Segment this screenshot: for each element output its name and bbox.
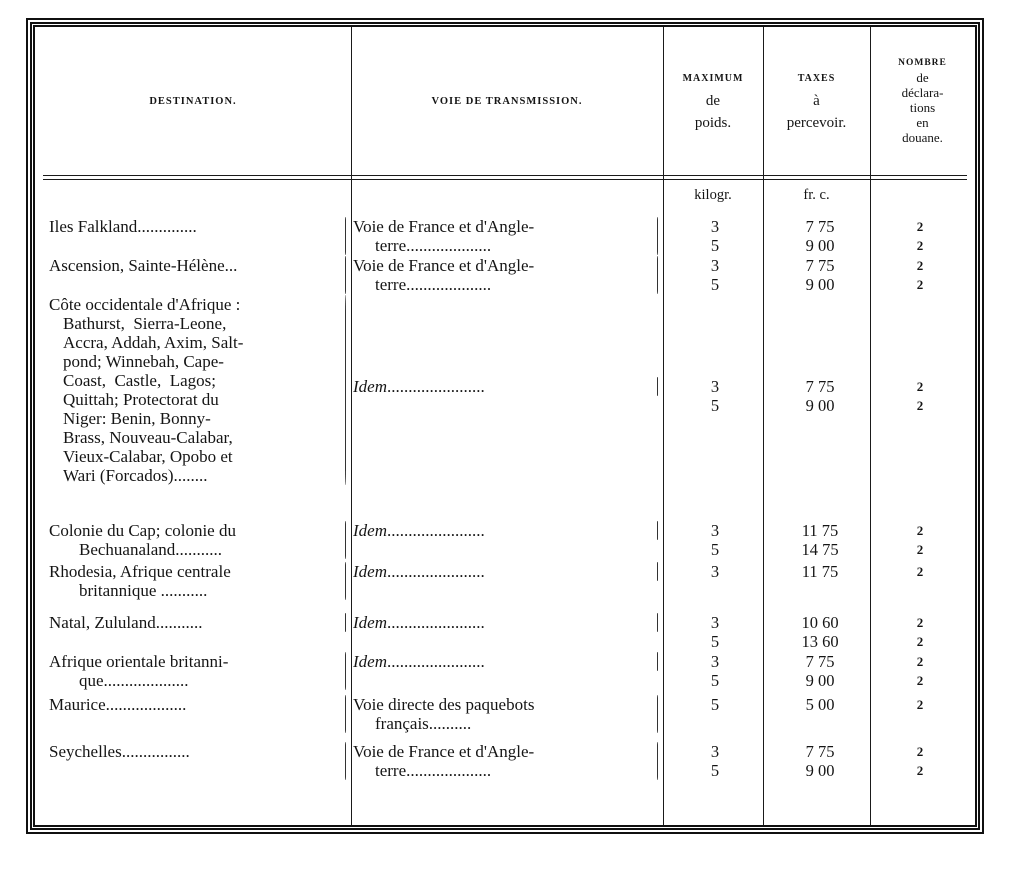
nombre-value: 2 <box>916 523 924 538</box>
poids-value: 3 <box>710 742 720 761</box>
header-rule <box>43 175 967 176</box>
taxes-value: 11 75 <box>801 521 839 540</box>
nombre-value: 2 <box>916 219 924 234</box>
brace-mark <box>345 652 346 690</box>
taxes-value: 9 00 <box>805 761 835 780</box>
destination-line: Brass, Nouveau-Calabar, <box>63 428 233 447</box>
voie-cell <box>353 742 653 780</box>
nombre-cell <box>895 217 945 255</box>
brace-mark <box>657 256 658 294</box>
nombre-cell <box>895 377 945 415</box>
destination-cell <box>49 742 349 761</box>
units-taxes: fr. c. <box>803 187 830 203</box>
brace-mark <box>345 217 346 255</box>
destination-line: que.................... <box>79 671 189 690</box>
taxes-value: 7 75 <box>805 652 835 671</box>
nombre-value: 2 <box>916 615 924 630</box>
destination-line: Wari (Forcados)........ <box>63 466 208 485</box>
poids-value: 5 <box>710 236 720 255</box>
nombre-value: 2 <box>916 697 924 712</box>
voie-line: Idem....................... <box>353 377 485 396</box>
brace-mark <box>657 695 658 733</box>
taxes-value: 7 75 <box>805 742 835 761</box>
taxes-value: 7 75 <box>805 377 835 396</box>
destination-cell <box>49 652 349 690</box>
destination-line: Accra, Addah, Axim, Salt- <box>63 333 244 352</box>
header-rule <box>43 179 967 180</box>
destination-line: Niger: Benin, Bonny- <box>63 409 211 428</box>
destination-cell <box>49 217 349 236</box>
header-poids-line: MAXIMUM <box>682 73 744 84</box>
brace-mark <box>657 742 658 780</box>
poids-value: 3 <box>710 256 720 275</box>
poids-value: 5 <box>710 632 720 651</box>
destination-cell <box>49 562 349 600</box>
taxes-value: 10 60 <box>801 613 839 632</box>
voie-cell <box>353 562 653 581</box>
voie-line: Voie directe des paquebots <box>353 695 535 714</box>
nombre-cell <box>895 695 945 714</box>
nombre-cell <box>895 742 945 780</box>
header-taxes-line: à <box>813 93 820 109</box>
header-nombre-line: déclara- <box>901 85 944 100</box>
nombre-value: 2 <box>916 634 924 649</box>
taxes-value: 13 60 <box>801 632 839 651</box>
brace-mark <box>345 613 346 632</box>
destination-line: Vieux-Calabar, Opobo et <box>63 447 233 466</box>
destination-line: Côte occidentale d'Afrique : <box>49 295 241 314</box>
taxes-value: 7 75 <box>805 217 835 236</box>
poids-value: 5 <box>710 540 720 559</box>
brace-mark <box>657 613 658 632</box>
units-poids: kilogr. <box>694 187 732 203</box>
voie-cell <box>353 652 653 671</box>
brace-mark <box>657 562 658 581</box>
poids-cell <box>695 613 735 651</box>
nombre-value: 2 <box>916 763 924 778</box>
brace-mark <box>345 295 346 485</box>
poids-cell <box>695 562 735 581</box>
poids-value: 3 <box>710 652 720 671</box>
destination-line: Rhodesia, Afrique centrale <box>49 562 231 581</box>
poids-value: 3 <box>710 521 720 540</box>
voie-cell <box>353 377 653 396</box>
header-taxes <box>763 27 870 175</box>
header-destination <box>35 27 351 175</box>
nombre-value: 2 <box>916 238 924 253</box>
voie-line: Voie de France et d'Angle- <box>353 256 535 275</box>
poids-cell <box>695 217 735 255</box>
destination-line: Colonie du Cap; colonie du <box>49 521 236 540</box>
header-poids-line: de <box>705 93 721 109</box>
voie-cell <box>353 695 653 733</box>
voie-cell <box>353 217 653 255</box>
brace-mark <box>345 695 346 733</box>
header-poids <box>663 27 763 175</box>
taxes-value: 9 00 <box>805 236 835 255</box>
destination-line: britannique ........... <box>79 581 208 600</box>
header-taxes-line: percevoir. <box>786 115 847 131</box>
voie-line: Voie de France et d'Angle- <box>353 217 535 236</box>
brace-mark <box>657 217 658 255</box>
taxes-value: 7 75 <box>805 256 835 275</box>
destination-line: Seychelles................ <box>49 742 190 761</box>
brace-mark <box>657 377 658 396</box>
destination-cell <box>49 521 349 559</box>
nombre-value: 2 <box>916 673 924 688</box>
nombre-value: 2 <box>916 379 924 394</box>
taxes-cell <box>780 217 860 255</box>
taxes-cell <box>780 256 860 294</box>
header-voie-label: VOIE DE TRANSMISSION. <box>431 95 583 107</box>
header-nombre <box>870 27 975 175</box>
voie-cell <box>353 521 653 540</box>
poids-value: 3 <box>710 377 720 396</box>
destination-line: Maurice................... <box>49 695 187 714</box>
taxes-value: 5 00 <box>805 695 835 714</box>
header-nombre-line: de <box>916 70 929 85</box>
brace-mark <box>345 256 346 294</box>
header-voie <box>351 27 663 175</box>
voie-line: Idem....................... <box>353 562 485 581</box>
destination-line: Bathurst, Sierra-Leone, <box>63 314 227 333</box>
destination-line: Coast, Castle, Lagos; <box>63 371 216 390</box>
header-poids-line: poids. <box>694 115 732 131</box>
poids-value: 3 <box>710 217 720 236</box>
taxes-value: 11 75 <box>801 562 839 581</box>
nombre-cell <box>895 521 945 559</box>
nombre-cell <box>895 652 945 690</box>
header-taxes-line: TAXES <box>797 73 836 84</box>
brace-mark <box>345 562 346 600</box>
taxes-value: 9 00 <box>805 275 835 294</box>
nombre-value: 2 <box>916 654 924 669</box>
voie-cell <box>353 613 653 632</box>
brace-mark <box>345 742 346 780</box>
poids-value: 5 <box>710 275 720 294</box>
voie-cell <box>353 256 653 294</box>
poids-value: 5 <box>710 396 720 415</box>
voie-line: Idem....................... <box>353 613 485 632</box>
taxes-cell <box>780 695 860 714</box>
nombre-cell <box>895 256 945 294</box>
brace-mark <box>657 652 658 671</box>
voie-line: terre.................... <box>375 236 492 255</box>
destination-line: Natal, Zululand........... <box>49 613 203 632</box>
nombre-value: 2 <box>916 564 924 579</box>
voie-line: français.......... <box>375 714 472 733</box>
header-nombre-line: en <box>916 115 929 130</box>
taxes-cell <box>780 521 860 559</box>
poids-value: 5 <box>710 761 720 780</box>
destination-cell <box>49 613 349 632</box>
poids-value: 3 <box>710 562 720 581</box>
nombre-cell <box>895 562 945 581</box>
destination-line: pond; Winnebah, Cape- <box>63 352 224 371</box>
destination-line: Afrique orientale britanni- <box>49 652 229 671</box>
destination-line: Quittah; Protectorat du <box>63 390 219 409</box>
table-frame <box>30 22 980 830</box>
poids-cell <box>695 521 735 559</box>
nombre-value: 2 <box>916 744 924 759</box>
destination-cell <box>49 695 349 714</box>
taxes-cell <box>780 613 860 651</box>
nombre-value: 2 <box>916 258 924 273</box>
header-nombre-line: douane. <box>902 130 943 145</box>
taxes-cell <box>780 742 860 780</box>
voie-line: Idem....................... <box>353 652 485 671</box>
brace-mark <box>345 521 346 559</box>
poids-value: 3 <box>710 613 720 632</box>
header-nombre-line: tions <box>909 100 936 115</box>
nombre-value: 2 <box>916 277 924 292</box>
brace-mark <box>657 521 658 540</box>
voie-line: terre.................... <box>375 275 492 294</box>
nombre-value: 2 <box>916 398 924 413</box>
poids-cell <box>695 742 735 780</box>
destination-line: Bechuanaland........... <box>79 540 223 559</box>
nombre-value: 2 <box>916 542 924 557</box>
taxes-cell <box>780 652 860 690</box>
poids-cell <box>695 256 735 294</box>
taxes-value: 14 75 <box>801 540 839 559</box>
header-nombre-line: NOMBRE <box>898 58 947 68</box>
poids-cell <box>695 695 735 714</box>
nombre-cell <box>895 613 945 651</box>
voie-line: terre.................... <box>375 761 492 780</box>
destination-cell <box>49 295 349 485</box>
taxes-cell <box>780 562 860 581</box>
destination-line: Iles Falkland.............. <box>49 217 197 236</box>
poids-value: 5 <box>710 671 720 690</box>
destination-cell <box>49 256 349 275</box>
voie-line: Voie de France et d'Angle- <box>353 742 535 761</box>
taxes-cell <box>780 377 860 415</box>
taxes-value: 9 00 <box>805 396 835 415</box>
poids-cell <box>695 377 735 415</box>
poids-cell <box>695 652 735 690</box>
poids-value: 5 <box>710 695 720 714</box>
taxes-value: 9 00 <box>805 671 835 690</box>
header-destination-label: DESTINATION. <box>149 95 237 107</box>
destination-line: Ascension, Sainte-Hélène... <box>49 256 238 275</box>
voie-line: Idem....................... <box>353 521 485 540</box>
